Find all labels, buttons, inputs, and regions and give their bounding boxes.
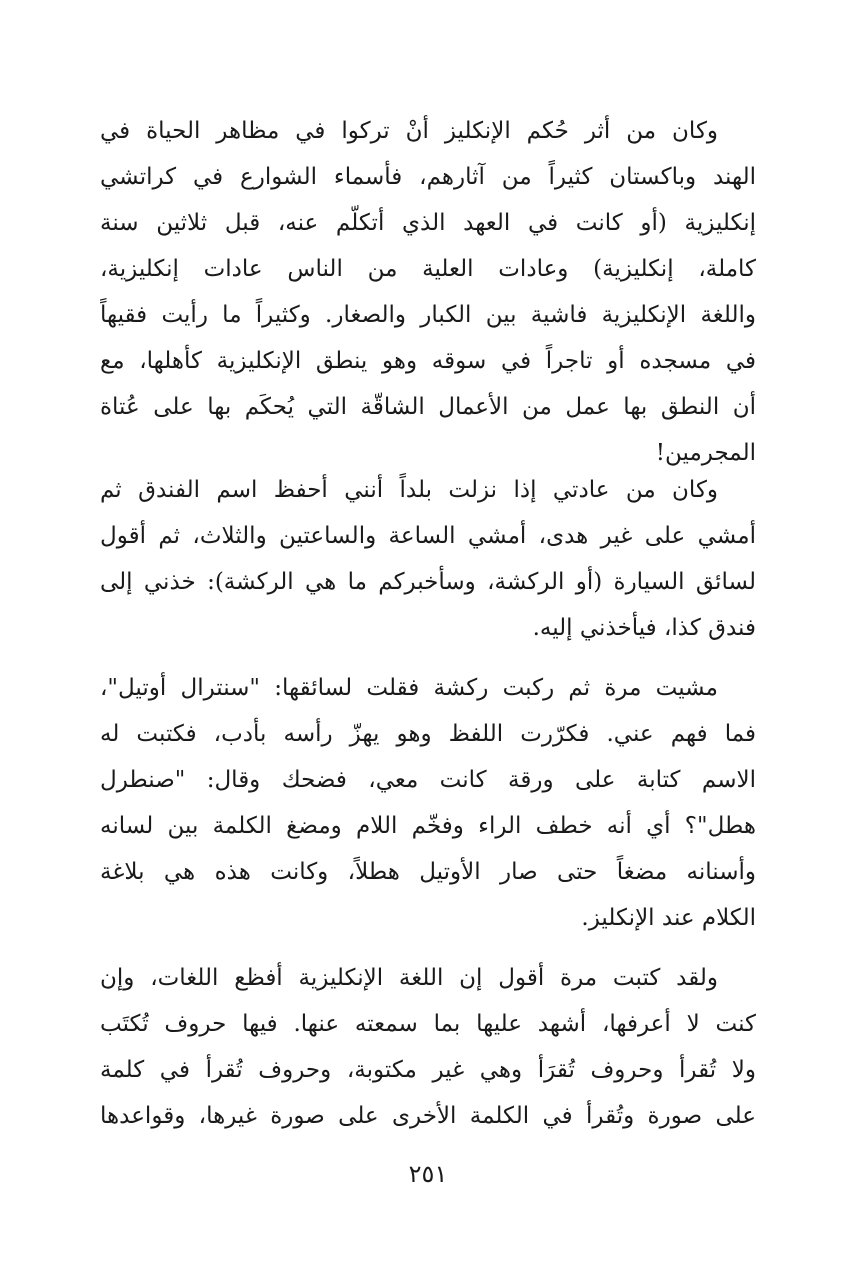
paragraph-line: أمشي على غير هدى، أمشي الساعة والساعتين والثلاث، ثم أقول <box>100 523 756 549</box>
paragraph-line: على صورة وتُقرأ في الكلمة الأخرى على صورة غيرها، وقواعدها <box>100 1103 756 1129</box>
paragraph-line: وأسنانه مضغاً حتى صار الأوتيل هطلاً، وكانت هذه هي بلاغة <box>100 859 756 885</box>
paragraph-line: هطل"؟ أي أنه خطف الراء وفخّم اللام ومضغ الكلمة بين لسانه <box>100 813 756 839</box>
paragraph-line: وكان من أثر حُكم الإنكليز أنْ تركوا في مظاهر الحياة في <box>100 118 718 144</box>
paragraph-line: الهند وباكستان كثيراً من آثارهم، فأسماء الشوارع في كراتشي <box>100 164 756 190</box>
paragraph-line: وكان من عادتي إذا نزلت بلداً أنني أحفظ اسم الفندق ثم <box>100 477 718 503</box>
paragraph-line: في مسجده أو تاجراً في سوقه وهو ينطق الإنكليزية كأهلها، مع <box>100 348 756 374</box>
paragraph-line: واللغة الإنكليزية فاشية بين الكبار والصغار. وكثيراً ما رأيت فقيهاً <box>100 302 756 328</box>
paragraph-line: ولا تُقرأ وحروف تُقرَأ وهي غير مكتوبة، وحروف تُقرأ في كلمة <box>100 1057 756 1083</box>
paragraph-line: الاسم كتابة على ورقة كانت معي، فضحك وقال: "صنطرل <box>100 767 756 793</box>
paragraph-line: إنكليزية (أو كانت في العهد الذي أتكلّم عنه، قبل ثلاثين سنة <box>100 210 756 236</box>
paragraph-line: المجرمين! <box>655 440 756 466</box>
paragraph-line: مشيت مرة ثم ركبت ركشة فقلت لسائقها: "سنترال أوتيل"، <box>100 675 718 701</box>
paragraph-line: الكلام عند الإنكليز. <box>581 905 756 931</box>
page-number: ٢٥١ <box>408 1160 448 1188</box>
paragraph-line: كاملة، إنكليزية) وعادات العلية من الناس عادات إنكليزية، <box>100 256 756 282</box>
paragraph-line: كنت لا أعرفها، أشهد عليها بما سمعته عنها. فيها حروف تُكتَب <box>100 1011 756 1037</box>
paragraph-2 <box>100 467 756 651</box>
paragraph-1 <box>100 108 756 476</box>
paragraph-line: لسائق السيارة (أو الركشة، وسأخبركم ما هي الركشة): خذني إلى <box>100 569 756 595</box>
paragraph-3 <box>100 665 756 941</box>
paragraph-4 <box>100 955 756 1139</box>
paragraph-line: أن النطق بها عمل من الأعمال الشاقّة التي يُحكَم بها على عُتاة <box>100 394 756 420</box>
paragraph-line: فما فهم عني. فكرّرت اللفظ وهو يهزّ رأسه بأدب، فكتبت له <box>100 721 756 747</box>
paragraph-line: ولقد كتبت مرة أقول إن اللغة الإنكليزية أفظع اللغات، وإن <box>100 965 718 991</box>
paragraph-line: فندق كذا، فيأخذني إليه. <box>532 615 756 641</box>
